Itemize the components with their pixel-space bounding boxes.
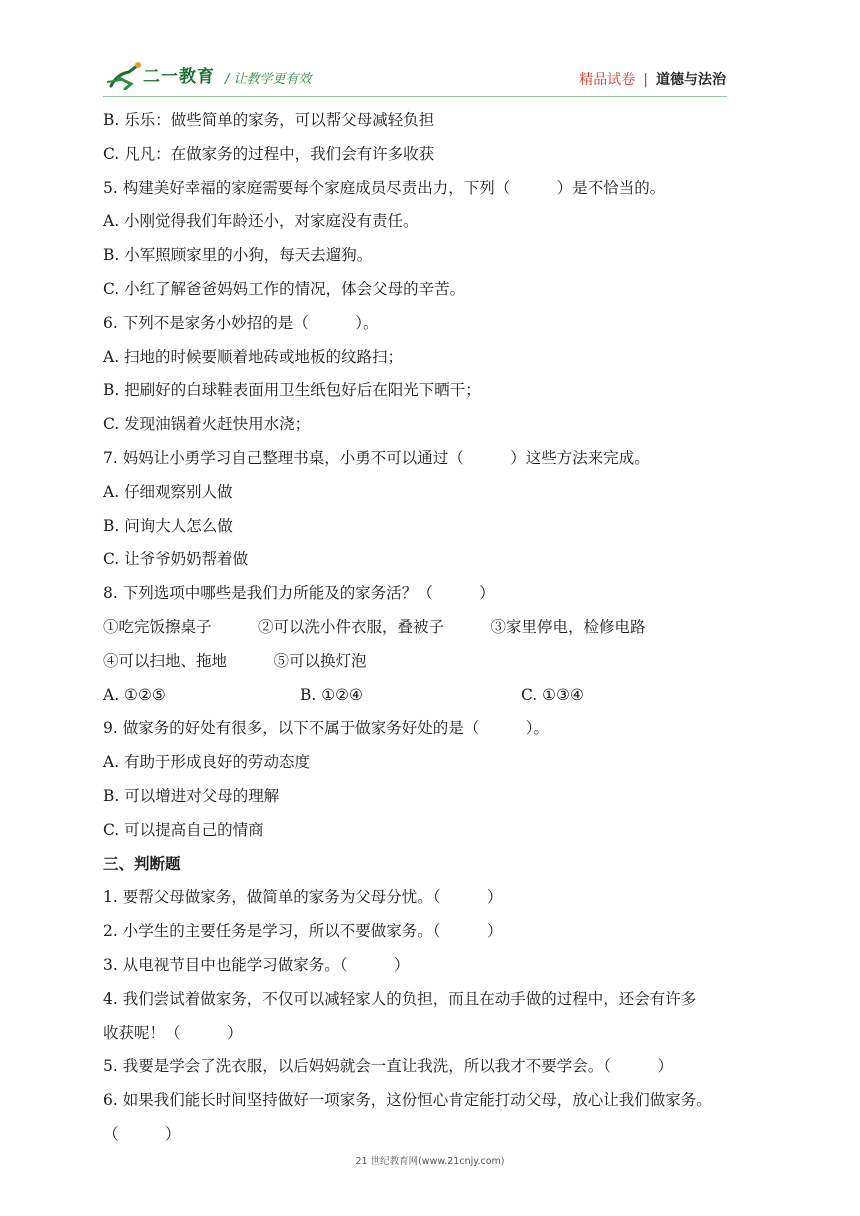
option-line: C. 发现油锅着火赶快用水浇； — [103, 415, 311, 434]
text-line: C. 凡凡：在做家务的过程中，我们会有许多收获 — [103, 144, 435, 163]
option-line: B. 把刷好的白球鞋表面用卫生纸包好后在阳光下晒干； — [103, 381, 481, 400]
option-c: C. ①③④ — [521, 685, 584, 704]
slogan: / 让教学更有效 — [225, 72, 312, 87]
choice-line: ①吃完饭擦桌子 ②可以洗小件衣服，叠被子 ③家里停电，检修电路 — [103, 617, 646, 636]
judgment-4: 4. 我们尝试着做家务，不仅可以减轻家人的负担，而且在动手做的过程中，还会有许多 — [103, 989, 697, 1008]
question-8: 8. 下列选项中哪些是我们力所能及的家务活？（ ） — [103, 584, 495, 603]
question-7: 7. 妈妈让小勇学习自己整理书桌，小勇不可以通过（ ）这些方法来完成。 — [103, 448, 650, 467]
subject-label: 道德与法治 — [656, 72, 726, 88]
option-row — [103, 679, 763, 713]
header-separator: | — [643, 72, 648, 88]
judgment-2: 2. 小学生的主要任务是学习，所以不要做家务。（ ） — [103, 922, 503, 941]
option-line: B. 可以增进对父母的理解 — [103, 786, 280, 805]
option-line: B. 小军照顾家里的小狗，每天去遛狗。 — [103, 246, 373, 265]
section-heading: 三、判断题 — [103, 854, 181, 873]
judgment-5: 5. 我要是学会了洗衣服，以后妈妈就会一直让我洗，所以我才不要学会。（ ） — [103, 1057, 673, 1076]
option-line: A. 小刚觉得我们年龄还小，对家庭没有责任。 — [103, 212, 419, 231]
option-line: A. 仔细观察别人做 — [103, 482, 233, 501]
option-b: B. ①②④ — [300, 685, 363, 704]
option-line: C. 小红了解爸爸妈妈工作的情况，体会父母的辛苦。 — [103, 279, 466, 298]
header-divider — [103, 96, 727, 97]
judgment-1: 1. 要帮父母做家务，做简单的家务为父母分忧。（ ） — [103, 888, 503, 907]
option-a: A. ①②⑤ — [103, 685, 166, 704]
judgment-4-cont: 收获呢！（ ） — [103, 1023, 243, 1042]
tag-label: 精品试卷 — [579, 72, 636, 88]
judgment-3: 3. 从电视节目中也能学习做家务。（ ） — [103, 955, 410, 974]
header-right — [579, 69, 726, 89]
option-line: A. 扫地的时候要顺着地砖或地板的纹路扫； — [103, 347, 404, 366]
question-9: 9. 做家务的好处有很多，以下不属于做家务好处的是（ ）。 — [103, 719, 549, 738]
judgment-6: 6. 如果我们能长时间坚持做好一项家务，这份恒心肯定能打动父母，放心让我们做家务。 — [103, 1091, 712, 1110]
page-footer: 21 世纪教育网(www.21cnjy.com) — [355, 1156, 505, 1167]
logo-text: 二一教育 — [143, 67, 215, 87]
judgment-6-cont: （ ） — [103, 1124, 181, 1143]
document-body — [103, 104, 763, 1152]
option-line: C. 让爷爷奶奶帮着做 — [103, 550, 249, 569]
question-5: 5. 构建美好幸福的家庭需要每个家庭成员尽责出力，下列（ ）是不恰当的。 — [103, 178, 666, 197]
option-line: A. 有助于形成良好的劳动态度 — [103, 753, 311, 772]
option-line: B. 问询大人怎么做 — [103, 516, 233, 535]
option-line: C. 可以提高自己的情商 — [103, 820, 264, 839]
question-6: 6. 下列不是家务小妙招的是（ ）。 — [103, 313, 379, 332]
text-line: B. 乐乐：做些简单的家务，可以帮父母减轻负担 — [103, 111, 435, 129]
choice-line: ④可以扫地、拖地 ⑤可以换灯泡 — [103, 651, 367, 670]
page-header — [0, 0, 860, 100]
